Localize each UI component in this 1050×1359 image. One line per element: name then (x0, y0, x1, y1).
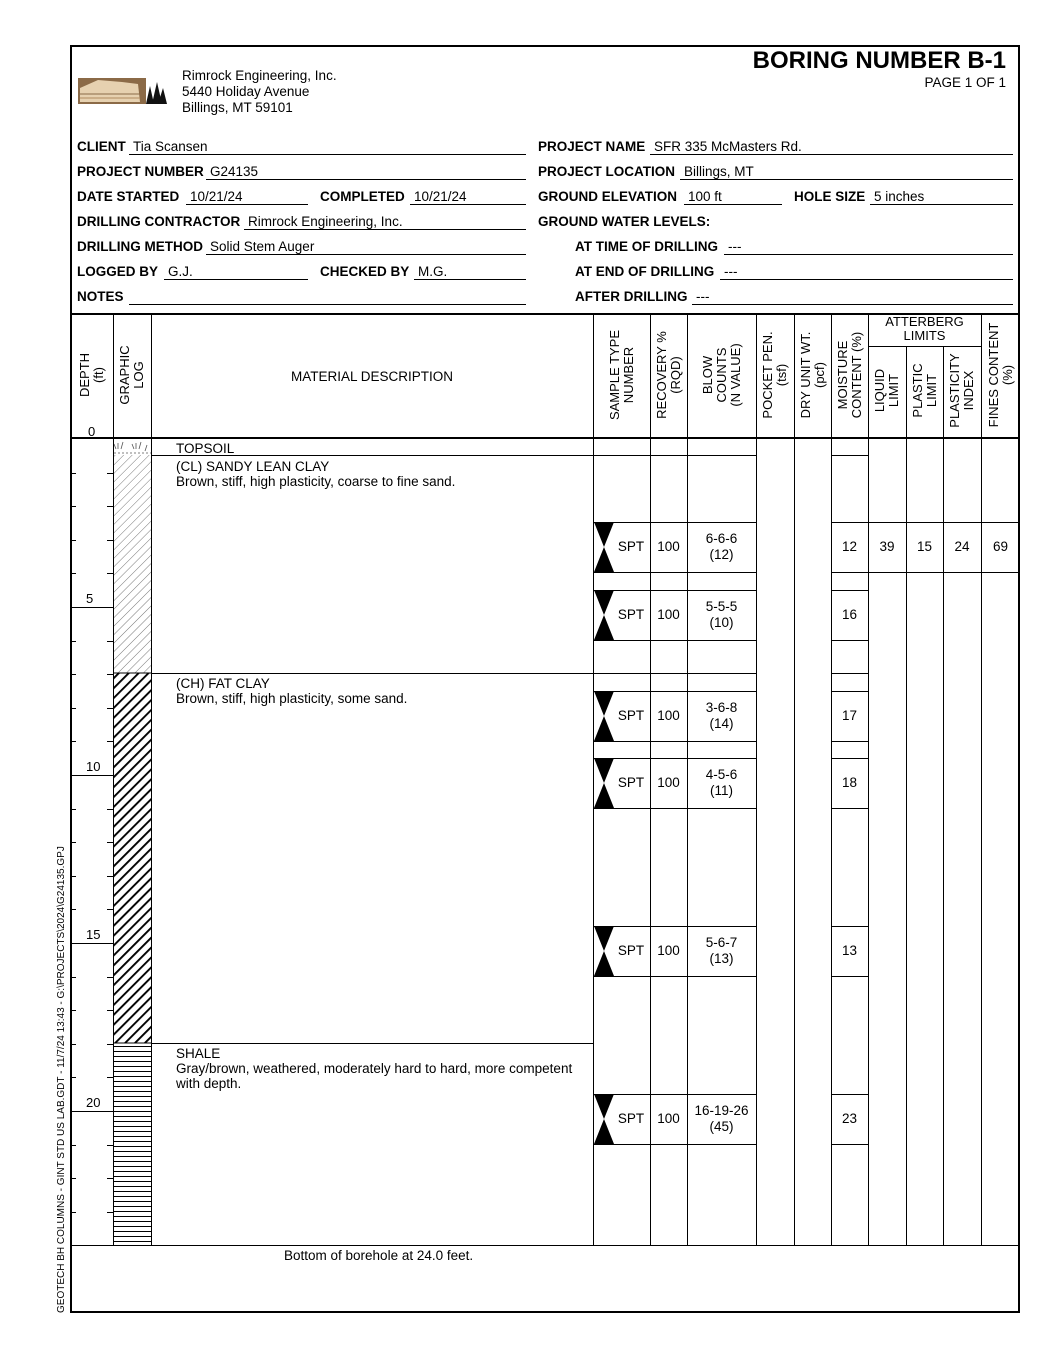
depth-tick (70, 1010, 76, 1011)
logged-by-value: G.J. (164, 264, 308, 280)
company-address-line1: 5440 Holiday Avenue (182, 84, 310, 99)
sample-row-divider (831, 741, 868, 742)
drilling-method-label: DRILLING METHOD (77, 239, 203, 254)
drilling-contractor-label: DRILLING CONTRACTOR (77, 214, 241, 229)
column-header-recovery: RECOVERY % (RQD) (653, 331, 683, 419)
sample-row-divider (650, 673, 687, 674)
sample-type-cell: SPT (617, 708, 645, 723)
sample-moisture-cell: 13 (841, 943, 858, 958)
sample-recovery-cell: 100 (657, 708, 680, 723)
sample-pi-cell: 24 (954, 539, 970, 554)
sample-row-divider (593, 640, 650, 641)
depth-tick-right (107, 607, 113, 608)
end-of-drilling-value: --- (720, 264, 1013, 280)
sample-row-divider (650, 976, 687, 977)
sample-row-divider (687, 926, 756, 927)
sample-row-divider (650, 926, 687, 927)
bottom-note: Bottom of borehole at 24.0 feet. (284, 1248, 474, 1263)
column-header-plastic: PLASTIC LIMIT (909, 363, 939, 418)
sample-row-divider (687, 590, 756, 591)
sample-row-divider (593, 808, 650, 809)
sample-fines-cell: 69 (992, 539, 1009, 554)
column-header-dry: DRY UNIT WT. (pcf) (797, 331, 827, 419)
date-started-label: DATE STARTED (77, 189, 180, 204)
end-of-drilling-label: AT END OF DRILLING (575, 264, 715, 279)
sample-moisture-cell: 16 (841, 607, 858, 622)
sample-row-divider (831, 758, 868, 759)
company-logo (78, 76, 168, 106)
sample-row-divider (687, 758, 756, 759)
side-file-label: GEOTECH BH COLUMNS - GINT STD US LAB.GDT - 11/7/24 13:43 - G:\PROJECTS\2024\G24135.GPJ (56, 846, 67, 1313)
sample-row-divider (593, 572, 650, 573)
sample-type-cell: SPT (617, 1111, 645, 1126)
sample-row-divider (650, 691, 687, 692)
depth-label-15: 15 (86, 927, 101, 942)
depth-tick-right (107, 708, 113, 709)
depth-tick (70, 842, 76, 843)
sample-blow-cell: 5-5-5 (10) (705, 599, 738, 630)
depth-tick (70, 1044, 76, 1045)
depth-tick-right (107, 674, 113, 675)
sample-row-divider (687, 1144, 756, 1145)
sample-row-divider (831, 1144, 868, 1145)
stratum-ch-title: (CH) FAT CLAY (176, 676, 270, 691)
sample-blow-cell: 16-19-26 (45) (694, 1103, 749, 1134)
depth-tick-right (107, 741, 113, 742)
stratum-shale-title: SHALE (176, 1046, 221, 1061)
atterberg-row-divider (868, 522, 1020, 523)
sample-row-divider (831, 590, 868, 591)
sample-type-cell: SPT (617, 943, 645, 958)
sample-row-divider (593, 455, 650, 456)
company-name: Rimrock Engineering, Inc. (182, 68, 337, 83)
depth-tick (70, 876, 76, 877)
sample-blow-cell: 3-6-8 (14) (705, 700, 738, 731)
depth-tick-right (107, 506, 113, 507)
column-header-liquid: LIQUID LIMIT (872, 368, 901, 413)
sample-row-divider (593, 1144, 650, 1145)
notes-label: NOTES (77, 289, 124, 304)
depth-tick-right (107, 809, 113, 810)
sample-row-divider (687, 455, 756, 456)
column-header-depth: DEPTH (ft) (76, 352, 106, 398)
sample-row-divider (650, 572, 687, 573)
sample-row-divider (650, 522, 687, 523)
time-of-drilling-label: AT TIME OF DRILLING (575, 239, 718, 254)
col-line (943, 346, 944, 1246)
sample-row-divider (593, 673, 650, 674)
project-number-label: PROJECT NUMBER (77, 164, 204, 179)
spt-sampler-icon (594, 758, 614, 808)
col-line (868, 314, 869, 1246)
depth-tick-right (107, 641, 113, 642)
sample-row-divider (831, 455, 868, 456)
sample-row-divider (650, 1094, 687, 1095)
ground-water-label: GROUND WATER LEVELS: (538, 214, 711, 229)
logged-by-label: LOGGED BY (77, 264, 159, 279)
project-location-label: PROJECT LOCATION (538, 164, 676, 179)
sample-row-divider (831, 522, 868, 523)
sample-row-divider (687, 640, 756, 641)
sample-row-divider (831, 691, 868, 692)
depth-tick-right (107, 775, 113, 776)
depth-tick-right (107, 909, 113, 910)
client-value: Tia Scansen (129, 139, 526, 155)
col-line (906, 346, 907, 1246)
depth-label-0: 0 (88, 424, 96, 439)
sample-pl-cell: 15 (916, 539, 933, 554)
stratum-topsoil-title: TOPSOIL (176, 441, 235, 456)
sample-row-divider (687, 976, 756, 977)
sample-type-cell: SPT (617, 539, 645, 554)
column-header-fines: FINES CONTENT (%) (985, 322, 1015, 428)
column-header-pocket: POCKET PEN. (tsf) (760, 331, 789, 419)
depth-tick (70, 641, 76, 642)
sample-row-divider (650, 741, 687, 742)
checked-by-label: CHECKED BY (320, 264, 410, 279)
sample-moisture-cell: 18 (841, 775, 858, 790)
company-info (182, 68, 337, 116)
depth-tick-right (107, 876, 113, 877)
ground-elevation-value: 100 ft (684, 189, 782, 205)
column-header-sample: SAMPLE TYPE NUMBER (606, 329, 636, 421)
sample-moisture-cell: 23 (841, 1111, 858, 1126)
depth-tick (70, 1178, 76, 1179)
sample-recovery-cell: 100 (657, 943, 680, 958)
depth-tick (70, 473, 76, 474)
sample-type-cell: SPT (617, 607, 645, 622)
project-name-value: SFR 335 McMasters Rd. (650, 139, 1013, 155)
depth-tick-right (107, 1010, 113, 1011)
depth-tick (70, 1145, 76, 1146)
column-header-graphic: GRAPHIC LOG (117, 345, 146, 405)
after-drilling-value: --- (692, 289, 1013, 305)
depth-tick (70, 977, 76, 978)
sample-row-divider (687, 1094, 756, 1095)
depth-tick (70, 809, 76, 810)
completed-label: COMPLETED (320, 189, 405, 204)
project-number-value: G24135 (206, 164, 526, 180)
atterberg-row-divider (868, 572, 1020, 573)
depth-tick-right (107, 540, 113, 541)
depth-tick-right (107, 1111, 113, 1112)
sample-row-divider (831, 572, 868, 573)
sample-moisture-cell: 12 (841, 539, 858, 554)
spt-sampler-icon (594, 926, 614, 976)
sample-recovery-cell: 100 (657, 775, 680, 790)
drilling-method-value: Solid Stem Auger (206, 239, 526, 255)
ground-elevation-label: GROUND ELEVATION (538, 189, 678, 204)
company-address-line2: Billings, MT 59101 (182, 100, 293, 115)
depth-label-10: 10 (86, 759, 101, 774)
sample-row-divider (650, 758, 687, 759)
atterberg-header: ATTERBERG LIMITS (885, 314, 964, 343)
sample-row-divider (687, 741, 756, 742)
sample-row-divider (650, 590, 687, 591)
sample-row-divider (831, 1094, 868, 1095)
depth-tick-right (107, 1145, 113, 1146)
depth-label-20: 20 (86, 1095, 101, 1110)
shale-symbol (114, 1043, 151, 1245)
depth-tick (70, 741, 76, 742)
col-line (151, 314, 152, 1246)
hole-size-label: HOLE SIZE (794, 189, 866, 204)
sample-row-divider (831, 808, 868, 809)
sample-recovery-cell: 100 (657, 539, 680, 554)
spt-sampler-icon (594, 691, 614, 741)
hole-size-value: 5 inches (870, 189, 1013, 205)
sandy-lean-clay-symbol (114, 455, 151, 673)
sample-recovery-cell: 100 (657, 607, 680, 622)
stratum-boundary (151, 1043, 593, 1044)
depth-tick (70, 1077, 76, 1078)
project-name-label: PROJECT NAME (538, 139, 646, 154)
boring-title: BORING NUMBER B-1 (752, 47, 1006, 74)
after-drilling-label: AFTER DRILLING (575, 289, 688, 304)
depth-tick-right (107, 573, 113, 574)
date-started-value: 10/21/24 (186, 189, 308, 205)
graphic-log (114, 439, 151, 1245)
sample-blow-cell: 4-5-6 (11) (705, 767, 738, 798)
page-indicator: PAGE 1 OF 1 (924, 75, 1006, 90)
time-of-drilling-value: --- (724, 239, 1013, 255)
sample-row-divider (593, 976, 650, 977)
sample-recovery-cell: 100 (657, 1111, 680, 1126)
sample-row-divider (687, 808, 756, 809)
depth-tick-right (107, 943, 113, 944)
sample-row-divider (831, 976, 868, 977)
sample-row-divider (650, 455, 687, 456)
completed-value: 10/21/24 (410, 189, 526, 205)
depth-tick (70, 573, 76, 574)
sample-row-divider (687, 673, 756, 674)
sample-row-divider (831, 673, 868, 674)
spt-sampler-icon (594, 1094, 614, 1144)
sample-row-divider (593, 741, 650, 742)
depth-tick-right (107, 1077, 113, 1078)
depth-tick-right (107, 842, 113, 843)
sample-row-divider (650, 640, 687, 641)
stratum-boundary (151, 673, 593, 674)
table-bottom-rule (70, 1245, 1020, 1246)
sample-row-divider (687, 691, 756, 692)
drilling-contractor-value: Rimrock Engineering, Inc. (244, 214, 526, 230)
client-label: CLIENT (77, 139, 126, 154)
col-line (981, 314, 982, 1246)
depth-tick-right (107, 977, 113, 978)
notes-value (129, 289, 526, 305)
table-header-rule (70, 437, 1020, 439)
depth-tick (70, 708, 76, 709)
col-line (794, 314, 795, 1246)
sample-ll-cell: 39 (879, 539, 895, 554)
depth-tick-right (107, 1212, 113, 1213)
sample-row-divider (687, 572, 756, 573)
col-line (756, 314, 757, 1246)
project-location-value: Billings, MT (680, 164, 1013, 180)
sample-blow-cell: 6-6-6 (12) (705, 531, 738, 562)
column-header-moisture: MOISTURE CONTENT (%) (834, 331, 864, 419)
depth-tick (70, 1212, 76, 1213)
depth-tick (70, 674, 76, 675)
depth-tick (70, 506, 76, 507)
spt-sampler-icon (594, 522, 614, 572)
sample-type-cell: SPT (617, 775, 645, 790)
spt-sampler-icon (594, 590, 614, 640)
depth-tick-right (107, 1178, 113, 1179)
column-header-pi: PLASTICITY INDEX (947, 353, 976, 428)
sample-row-divider (650, 1144, 687, 1145)
sample-row-divider (650, 808, 687, 809)
depth-label-5: 5 (86, 591, 94, 606)
depth-tick-right (107, 473, 113, 474)
stratum-ch-description: Brown, stiff, high plasticity, some sand. (176, 691, 408, 706)
stratum-cl-title: (CL) SANDY LEAN CLAY (176, 459, 330, 474)
sample-moisture-cell: 17 (841, 708, 858, 723)
depth-tick (70, 540, 76, 541)
stratum-shale-description: Gray/brown, weathered, moderately hard to hard, more competent with depth. (176, 1061, 573, 1091)
stratum-cl-description: Brown, stiff, high plasticity, coarse to fine sand. (176, 474, 456, 489)
material-description-header: MATERIAL DESCRIPTION (290, 369, 454, 384)
column-header-blow: BLOW COUNTS (N VALUE) (699, 343, 743, 407)
depth-tick (70, 909, 76, 910)
sample-row-divider (831, 926, 868, 927)
sample-row-divider (687, 522, 756, 523)
sample-row-divider (831, 640, 868, 641)
depth-tick-right (107, 1044, 113, 1045)
fat-clay-symbol (114, 673, 151, 1043)
checked-by-value: M.G. (414, 264, 526, 280)
sample-blow-cell: 5-6-7 (13) (705, 935, 738, 966)
